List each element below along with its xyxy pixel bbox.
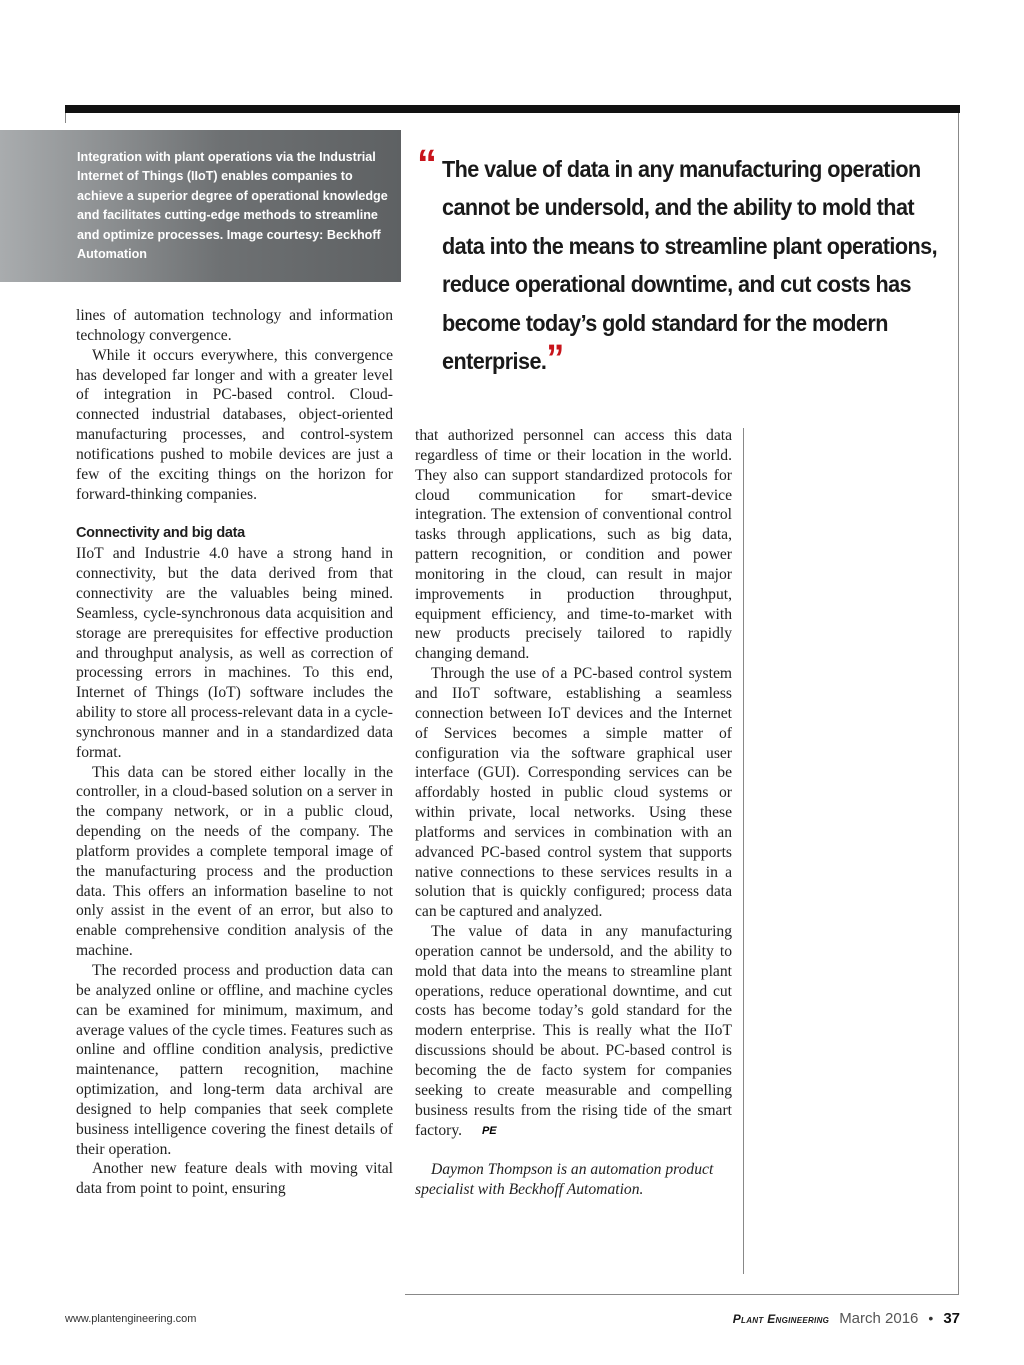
pull-quote-body bbox=[442, 150, 950, 380]
frame-left-rule bbox=[65, 113, 66, 123]
paragraph-text: The value of data in any manufacturing operation cannot be undersold, and the ability to mold that data into the means to streamline plant operations, reduce operational downtime, and cut costs has become today’s gold standard for the modern enterprise. This is really what the IIoT discussions should be about. PC-based control is becoming the de facto system for companies seeking to create measurable and compelling business results from the rising tide of the smart factory. bbox=[415, 923, 732, 1139]
separator-icon: • bbox=[928, 1310, 934, 1326]
pull-quote bbox=[417, 142, 945, 381]
frame-right-rule bbox=[958, 113, 959, 1295]
paragraph bbox=[415, 922, 732, 1140]
paragraph: that authorized personnel can access this data regardless of time or their location in the world. They also can support standardized protocols for cloud communication for smart-device integration. The extension of conventional control tasks through applications, such as big data, pattern recognition, or condition and power monitoring in the cloud, can result in major improvements in production throughput, equipment efficiency, and time-to-market with new products precisely tailored to rapidly changing demand. bbox=[415, 427, 732, 663]
article-column-2 bbox=[415, 426, 732, 1200]
paragraph: Another new feature deals with moving vital data from point to point, ensuring bbox=[76, 1160, 393, 1198]
paragraph: IIoT and Industrie 4.0 have a strong hand in connectivity, but the data derived from that connectivity are the valuables being mined. Seamless, cycle-synchronous data acquisition and storage are prerequisites for effective production and throughput analysis, as well as correction of processing errors in machines. To this end, Internet of Things (IoT) software includes the ability to store all process-relevant data in a cycle-synchronous manner and in a standardized data format. bbox=[76, 545, 393, 761]
paragraph: This data can be stored either locally in the controller, in a cloud-based solution on a server in the company network, or in a public cloud, depending on the needs of the company. The platform provides a complete temporal image of the manufacturing process and the production data. This offers an information baseline to not only assist in the event of an error, but also to enable comprehensive condition analysis of the machine. bbox=[76, 763, 393, 960]
frame-bottom-rule bbox=[405, 1294, 959, 1295]
close-quote-mark: ” bbox=[546, 338, 564, 381]
paragraph: The recorded process and production data can be analyzed online or offline, and machine cycles can be examined for minimum, maximum, and average values of the cycle times. Features such as online and offline condition analysis, predictive maintenance, pattern recognition, machine optimization, and long-term data archival are designed to help companies that seek complete business intelligence covering the finest details of their operation. bbox=[76, 962, 393, 1158]
column-rule bbox=[743, 428, 744, 1274]
top-rule bbox=[65, 105, 960, 113]
issue-date: March 2016 bbox=[839, 1310, 919, 1327]
paragraph: While it occurs everywhere, this convergence has developed far longer and with a greater level of integration in PC-based control. Cloud-connected industrial databases, object-oriented manufacturing processes, and control-system notifications pushed to mobile devices are just a few of the exciting things on the horizon for forward-thinking companies. bbox=[76, 346, 393, 503]
section-heading: Connectivity and big data bbox=[76, 525, 245, 542]
footer-folio bbox=[733, 1310, 960, 1327]
pull-quote-text: The value of data in any manufacturing operation cannot be undersold, and the ability to mold that data into the means to streamline plant operations, reduce operational downtime, and cut costs has become today’s gold standard for the modern enterprise. bbox=[442, 156, 938, 375]
paragraph: lines of automation technology and information technology convergence. bbox=[76, 307, 393, 344]
footer-url[interactable]: www.plantengineering.com bbox=[65, 1313, 197, 1325]
article-column-1 bbox=[76, 306, 393, 1199]
open-quote-mark: “ bbox=[417, 142, 437, 186]
publication-name: Plant Engineering bbox=[732, 1312, 830, 1326]
page-number: 37 bbox=[943, 1310, 960, 1327]
end-mark-icon: PE bbox=[481, 1124, 497, 1137]
image-caption: Integration with plant operations via the Industrial Internet of Things (IIoT) enables companies to achieve a superior degree of operational knowledge and facilitates cutting-edge methods to streamline and optimize processes. Image courtesy: Beckhoff Automation bbox=[77, 150, 388, 262]
author-bio: Daymon Thompson is an automation product specialist with Beckhoff Automation. bbox=[415, 1161, 714, 1199]
paragraph: Through the use of a PC-based control system and IIoT software, establishing a seamless connection between IoT devices and the Internet of Services becomes a simple matter of configuration via the software graphical user interface (GUI). Corresponding services can be affordably hosted in public cloud systems or within private, local networks. Using these platforms and services in combination with an advanced PC-based control system that supports native connections to these services results in a solution that is quickly configured; process data can be captured and analyzed. bbox=[415, 665, 732, 921]
